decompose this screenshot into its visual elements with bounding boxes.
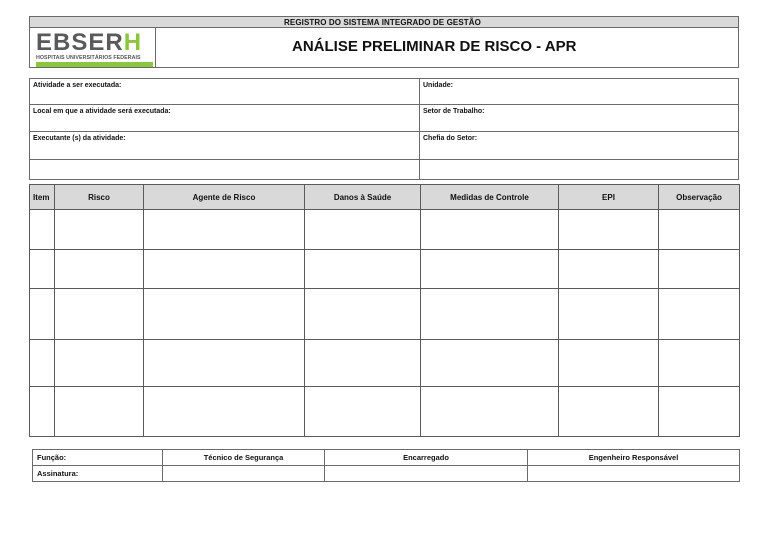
ppe-cell[interactable] (559, 340, 659, 387)
item-cell[interactable] (30, 210, 55, 250)
location-label: Local em que a atividade será executada: (33, 108, 171, 115)
risk-cell[interactable] (55, 340, 144, 387)
observation-cell[interactable] (659, 210, 740, 250)
info-row-location (30, 105, 738, 132)
extra-left-field[interactable] (30, 160, 420, 179)
observation-cell[interactable] (659, 387, 740, 437)
health-damage-cell[interactable] (305, 340, 421, 387)
risk-agent-cell[interactable] (144, 387, 305, 437)
ppe-cell[interactable] (559, 210, 659, 250)
signature-responsible-engineer[interactable] (528, 466, 740, 482)
risk-agent-cell[interactable] (144, 289, 305, 340)
ppe-cell[interactable] (559, 250, 659, 289)
activity-label: Atividade a ser executada: (33, 82, 122, 89)
control-measures-cell[interactable] (421, 289, 559, 340)
health-damage-cell[interactable] (305, 210, 421, 250)
risk-cell[interactable] (55, 289, 144, 340)
col-item: Item (30, 185, 55, 210)
risk-agent-cell[interactable] (144, 340, 305, 387)
role-responsible-engineer: Engenheiro Responsável (528, 450, 740, 466)
col-observation: Observação (659, 185, 740, 210)
risk-table (29, 184, 740, 437)
sector-head-field[interactable] (420, 132, 738, 159)
ppe-cell[interactable] (559, 387, 659, 437)
sector-head-label: Chefia do Setor: (423, 135, 478, 142)
item-cell[interactable] (30, 340, 55, 387)
logo-word-main: EBSER (36, 29, 124, 56)
executor-field[interactable] (30, 132, 420, 159)
page-title: ANÁLISE PRELIMINAR DE RISCO - APR (292, 38, 577, 55)
role-safety-technician: Técnico de Segurança (163, 450, 325, 466)
extra-right-field[interactable] (420, 160, 738, 179)
table-row (30, 250, 740, 289)
activity-field[interactable] (30, 79, 420, 104)
signature-supervisor[interactable] (325, 466, 528, 482)
logo-cell (30, 28, 156, 67)
info-row-extra (30, 160, 738, 179)
control-measures-cell[interactable] (421, 387, 559, 437)
role-label: Função: (33, 450, 163, 466)
signature-row (33, 466, 740, 482)
item-cell[interactable] (30, 289, 55, 340)
role-row (33, 450, 740, 466)
risk-cell[interactable] (55, 387, 144, 437)
health-damage-cell[interactable] (305, 289, 421, 340)
table-row (30, 387, 740, 437)
logo-green-bar (36, 62, 153, 67)
system-band (30, 17, 738, 28)
signature-safety-technician[interactable] (163, 466, 325, 482)
col-risk-agent: Agente de Risco (144, 185, 305, 210)
signature-table (32, 449, 740, 482)
document-header (29, 16, 739, 68)
info-row-executor (30, 132, 738, 160)
risk-cell[interactable] (55, 210, 144, 250)
unit-label: Unidade: (423, 82, 453, 89)
observation-cell[interactable] (659, 340, 740, 387)
control-measures-cell[interactable] (421, 250, 559, 289)
risk-agent-cell[interactable] (144, 210, 305, 250)
ebserh-logo (36, 30, 142, 56)
col-health-damage: Danos à Saúde (305, 185, 421, 210)
col-risk: Risco (55, 185, 144, 210)
info-row-activity (30, 79, 738, 105)
health-damage-cell[interactable] (305, 387, 421, 437)
health-damage-cell[interactable] (305, 250, 421, 289)
risk-agent-cell[interactable] (144, 250, 305, 289)
work-sector-label: Setor de Trabalho: (423, 108, 485, 115)
item-cell[interactable] (30, 387, 55, 437)
logo-subtitle: HOSPITAIS UNIVERSITÁRIOS FEDERAIS (36, 55, 141, 61)
risk-table-header (30, 185, 740, 210)
activity-info-box (29, 78, 739, 180)
col-ppe: EPI (559, 185, 659, 210)
work-sector-field[interactable] (420, 105, 738, 131)
table-row (30, 340, 740, 387)
system-label: REGISTRO DO SISTEMA INTEGRADO DE GESTÃO (284, 18, 481, 27)
col-control-measures: Medidas de Controle (421, 185, 559, 210)
observation-cell[interactable] (659, 250, 740, 289)
unit-field[interactable] (420, 79, 738, 104)
table-row (30, 210, 740, 250)
executor-label: Executante (s) da atividade: (33, 135, 126, 142)
location-field[interactable] (30, 105, 420, 131)
logo-word-accent: H (123, 29, 143, 56)
item-cell[interactable] (30, 250, 55, 289)
table-row (30, 289, 740, 340)
ppe-cell[interactable] (559, 289, 659, 340)
observation-cell[interactable] (659, 289, 740, 340)
signature-label: Assinatura: (33, 466, 163, 482)
risk-cell[interactable] (55, 250, 144, 289)
control-measures-cell[interactable] (421, 210, 559, 250)
control-measures-cell[interactable] (421, 340, 559, 387)
role-supervisor: Encarregado (325, 450, 528, 466)
